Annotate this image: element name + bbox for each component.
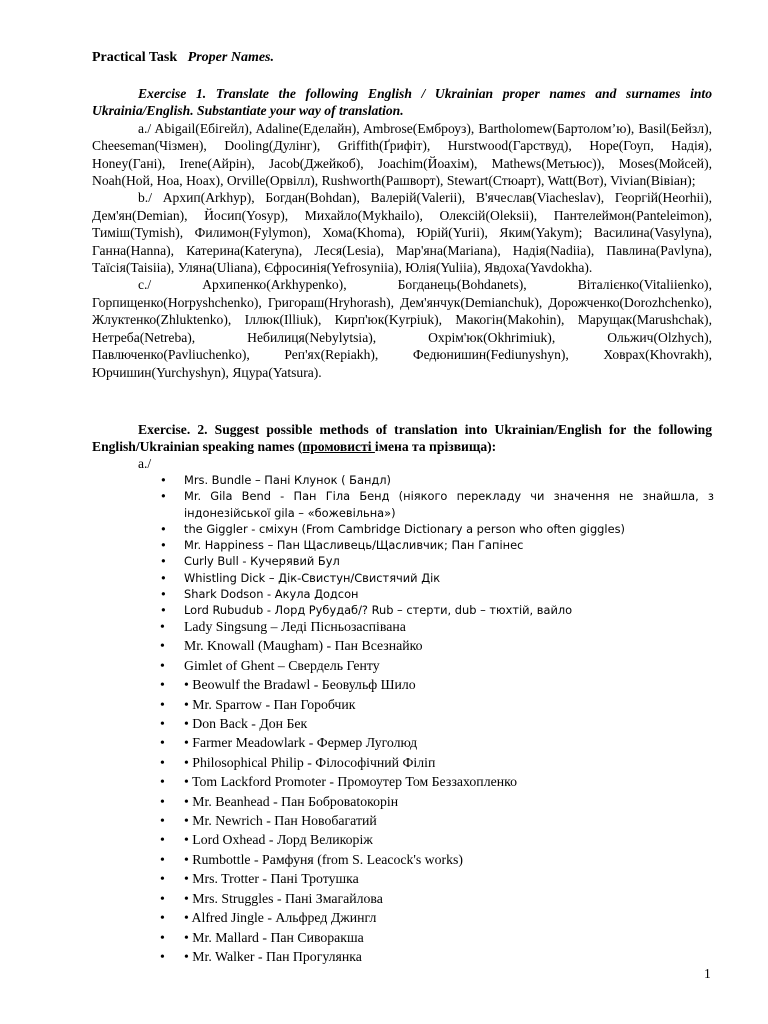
list-item: • • Mrs. Trotter - Пані Тротушка	[160, 871, 359, 887]
exercise-1-part-b: b./ Архип(Arkhyp), Богдан(Bohdan), Валерій(Valerii), В'ячеслав(Viacheslav), Георгій(Heorhii), Дем'ян(Demian), Йосип(Yosyp), Михайло(Mykhailo), Олексій(Oleksii), Пантелеймон(Panteleimon), Тиміш(Tymish), Филимон(Fylymon), Хома(Khoma), Юрій(Yurii), Яким(Yakym); Василина(Vasylyna), Ганна(Hanna), Катерина(Kateryna), Леся(Lesia), Мар'яна(Mariana), Надія(Nadiia), Павлина(Pavlyna), Таїсія(Taisiia), Уляна(Uliana), Єфросинія(Yefrosyniia), Юлія(Yuliia), Явдоха(Yavdokha).	[92, 190, 712, 276]
list-item: • • Farmer Meadowlark - Фермер Луголюд	[160, 735, 418, 751]
list-item: • Curly Bull - Кучерявий Бул	[160, 554, 340, 569]
list-item: • Mrs. Bundle – Пані Клунок ( Бандл)	[160, 473, 391, 487]
title-topic: Proper Names.	[187, 50, 274, 65]
exercise-2-sublabel: a./	[138, 456, 152, 471]
exercise-2-heading-pre: Exercise. 2. Suggest possible methods of translation into Ukrainian/English for the following English/Ukrainian speaking names (	[92, 422, 712, 455]
page-title	[92, 50, 274, 66]
list-item: • Lady Singsung – Леді Пісньозаспівана	[160, 619, 406, 634]
list-item: • Lord Rubudub - Лорд Рубудаб/? Rub – стерти, dub – тюхтій, вайло	[160, 603, 573, 618]
list-item: • Whistling Dick – Дік-Свистун/Свистячий Дік	[160, 570, 441, 585]
title-main: Practical Task	[92, 50, 178, 65]
list-item: • • Tom Lackford Promoter - Промоутер Том Беззахопленко	[160, 774, 517, 790]
list-item: • • Mr. Sparrow - Пан Горобчик	[160, 696, 356, 712]
list-item: • • Mr. Walker - Пан Прогулянка	[160, 948, 362, 964]
list-item: • Shark Dodson - Акула Додсон	[160, 587, 359, 602]
names-list-serif	[138, 617, 714, 966]
list-item: • • Alfred Jingle - Альфред Джингл	[160, 910, 377, 926]
list-item: • • Mr. Mallard - Пан Сиворакша	[160, 929, 364, 945]
exercise-1	[92, 85, 712, 381]
list-item: • • Philosophical Philip - Філософічний Філіп	[160, 754, 436, 770]
list-item: • • Rumbottle - Рамфуня (from S. Leacock's works)	[160, 851, 464, 867]
list-item: • Gimlet of Ghent – Свердель Генту	[160, 657, 380, 673]
names-list-sans	[138, 472, 714, 619]
list-item: • Mr. Knowall (Maugham) - Пан Всезнайко	[160, 638, 423, 654]
list-item: • • Mr. Newrich - Пан Новобагатий	[160, 813, 377, 829]
page-number: 1	[704, 966, 711, 981]
exercise-2-heading	[92, 421, 712, 456]
list-item: • • Lord Oxhead - Лорд Великоріж	[160, 832, 373, 848]
exercise-2-heading-post: імена та прізвища):	[374, 439, 497, 455]
exercise-1-part-a: a./ Abigail(Ебігейл), Adaline(Еделайн), Ambrose(Емброуз), Bartholomew(Бартолом’ю), Basil(Бейзл), Cheeseman(Чізмен), Dooling(Дулінг), Griffith(Ґрифіт), Hurstwood(Гарствуд), Hope(Гоуп, Надія), Honey(Гані), Irene(Айрін), Jacob(Джейкоб), Joachim(Йоахім), Mathews(Метьюс)), Moses(Мойсей), Noah(Ной, Ноа, Ноах), Orville(Орвілл), Rushworth(Рашворт), Stewart(Стюарт), Watt(Вот), Vivian(Вівіан);	[92, 120, 712, 189]
list-item: • • Mr. Beanhead - Пан Бобровatoкорін	[160, 793, 399, 809]
list-item: • Mr. Happiness – Пан Щасливець/Щасливчик; Пан Гапінес	[160, 538, 524, 553]
exercise-1-part-c: c./ Архипенко(Arkhypenko), Богданець(Bohdanets), Віталієнко(Vitaliienko), Горпищенко(Horpyshchenko), Григораш(Hryhorash), Дем'янчук(Demianchuk), Дорожченко(Dorozhchenko), Жлуктенко(Zhluktenko), Іллюк(Illiuk), Кирп'юк(Kyrpiuk), Макогін(Makohin), Марущак(Marushchak), Нетреба(Netreba), Небилиця(Nebylytsia), Охрім'юк(Okhrimiuk), Ольжич(Olzhych), Павлюченко(Pavliuchenko), Реп'ях(Repiakh), Федюнишин(Fediunyshyn), Ховрах(Khovrakh), Юрчишин(Yurchyshyn), Яцура(Yatsura).	[92, 277, 712, 380]
list-item: • • Beowulf the Bradawl - Беовульф Шило	[160, 677, 416, 693]
list-item: • Mr. Gila Bend - Пан Гіла Бенд (ніякого перекладу чи значення не знайшла, з індонезійської gila – «божевільна»)	[160, 489, 714, 520]
list-item: • the Giggler - сміхун (From Cambridge Dictionary a person who often giggles)	[160, 521, 625, 536]
exercise-1-heading: Exercise 1. Translate the following English / Ukrainian proper names and surnames into Ukrainia/English. Substantiate your way of translation.	[92, 86, 712, 119]
list-item: • • Mrs. Struggles - Пані Змагайлова	[160, 890, 383, 906]
exercise-2-heading-underlined: промовисті	[302, 439, 375, 455]
list-item: • • Don Back - Дон Бек	[160, 716, 308, 732]
